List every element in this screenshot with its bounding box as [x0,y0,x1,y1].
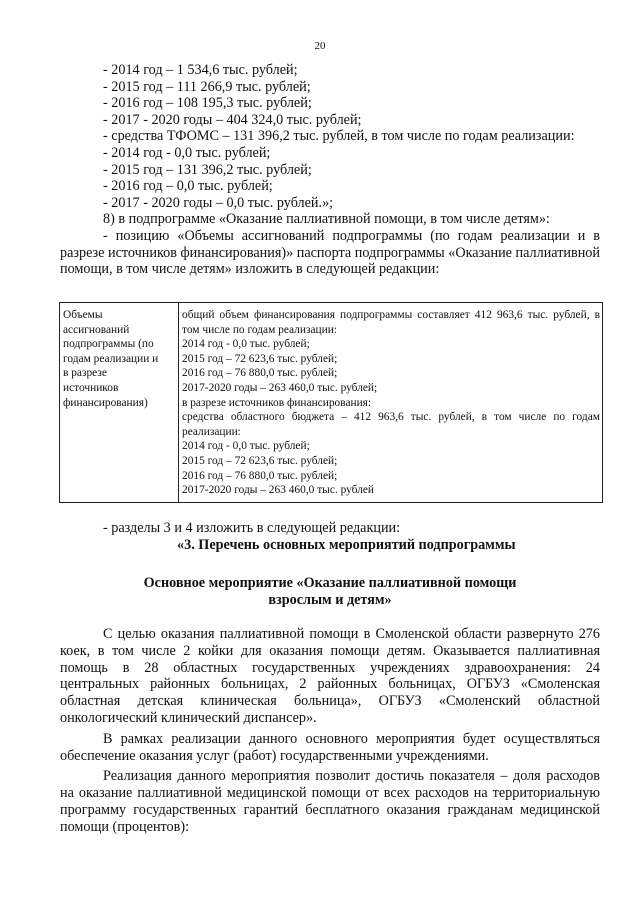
sections-block [60,520,600,554]
list-item: - средства ТФОМС – 131 396,2 тыс. рублей, в том числе по годам реализации: [103,128,575,145]
table-cell-line: 2016 год – 76 880,0 тыс. рублей; [182,469,338,482]
list-item: - 2015 год – 131 396,2 тыс. рублей; [103,161,312,178]
paragraph: С целью оказания паллиативной помощи в Смоленской области развернуто 276 коек, в том числе 2 койки для оказания помощи детям. Оказывается паллиативная помощь в 28 областных государственных учреждениях здравоохранения: 24 центральных районных больницах, 2 районных больницах, ОГБУЗ «Смоленская областная детская клиническая больница», ОГБУЗ «Смоленский областной онкологический клинический диспансер». [60,626,600,726]
table-cell-line: источников [63,381,119,394]
table-cell-line: Объемы [63,309,103,321]
table-cell-line: в разрезе [63,367,107,380]
table-cell-line: средства областного бюджета – 412 963,6 тыс. рублей, в том числе по годам реализации: [182,411,600,438]
list-item: - 2014 год - 0,0 тыс. рублей; [103,144,271,161]
table-cell-value [179,303,603,503]
list-item: 8) в подпрограмме «Оказание паллиативной помощи, в том числе детям»: [103,211,550,228]
table-cell-line: 2015 год – 72 623,6 тыс. рублей; [182,352,338,365]
table-cell-line: в разрезе источников финансирования: [182,396,372,409]
list-item: - 2015 год – 111 266,9 тыс. рублей; [103,78,311,95]
table-cell-line: 2016 год – 76 880,0 тыс. рублей; [182,367,338,380]
list-item: - 2016 год – 0,0 тыс. рублей; [103,178,273,195]
paragraph: В рамках реализации данного основного мероприятия будет осуществляться обеспечение оказания услуг (работ) государственными учреждениями. [60,730,600,764]
table-cell-line: 2017-2020 годы – 263 460,0 тыс. рублей; [182,381,378,394]
page-number: 20 [314,40,326,52]
table-cell-line: ассигнований [63,323,130,336]
table-cell-line: 2014 год - 0,0 тыс. рублей; [182,338,310,351]
table-cell-line: общий объем финансирования подпрограммы составляет 412 963,6 тыс. рублей, в том числе по годам реализации: [182,309,600,336]
table-cell-line: годам реализации и [63,352,159,365]
paragraph: Реализация данного мероприятия позволит достичь показателя – доля расходов на оказание паллиативной медицинской помощи от всех расходов на территориальную программу государственных гарантий бесплатного оказания гражданам медицинской помощи (процентов): [60,768,600,835]
table-cell-line: 2014 год - 0,0 тыс. рублей; [182,440,310,453]
measure-title-line: взрослым и детям» [268,592,392,608]
list-item: - 2017 - 2020 годы – 0,0 тыс. рублей.»; [103,194,334,211]
table-cell-line: подпрограммы (по [63,338,154,351]
funding-list [60,62,600,278]
passport-table [59,302,603,503]
position-paragraph: - позицию «Объемы ассигнований подпрограммы (по годам реализации и в разрезе источников финансирования)» паспорта подпрограммы «Оказание паллиативной помощи, в том числе детям» изложить в следующей редакции: [60,227,600,278]
list-item: - 2017 - 2020 годы – 404 324,0 тыс. рублей; [103,111,362,128]
list-item: - 2014 год – 1 534,6 тыс. рублей; [103,62,298,78]
section-heading: «3. Перечень основных мероприятий подпрограммы [177,537,516,553]
table-row [60,303,603,503]
measure-title [60,575,600,609]
table-cell-line: финансирования) [63,396,148,409]
sections-instruction: - разделы 3 и 4 изложить в следующей редакции: [103,520,401,536]
measure-title-line: Основное мероприятие «Оказание паллиативной помощи [143,575,517,591]
table-cell-line: 2015 год – 72 623,6 тыс. рублей; [182,454,338,467]
table-cell-label [60,303,179,503]
table-cell-line: 2017-2020 годы – 263 460,0 тыс. рублей [182,484,375,497]
list-item: - 2016 год – 108 195,3 тыс. рублей; [103,95,312,112]
body-text [60,626,600,840]
